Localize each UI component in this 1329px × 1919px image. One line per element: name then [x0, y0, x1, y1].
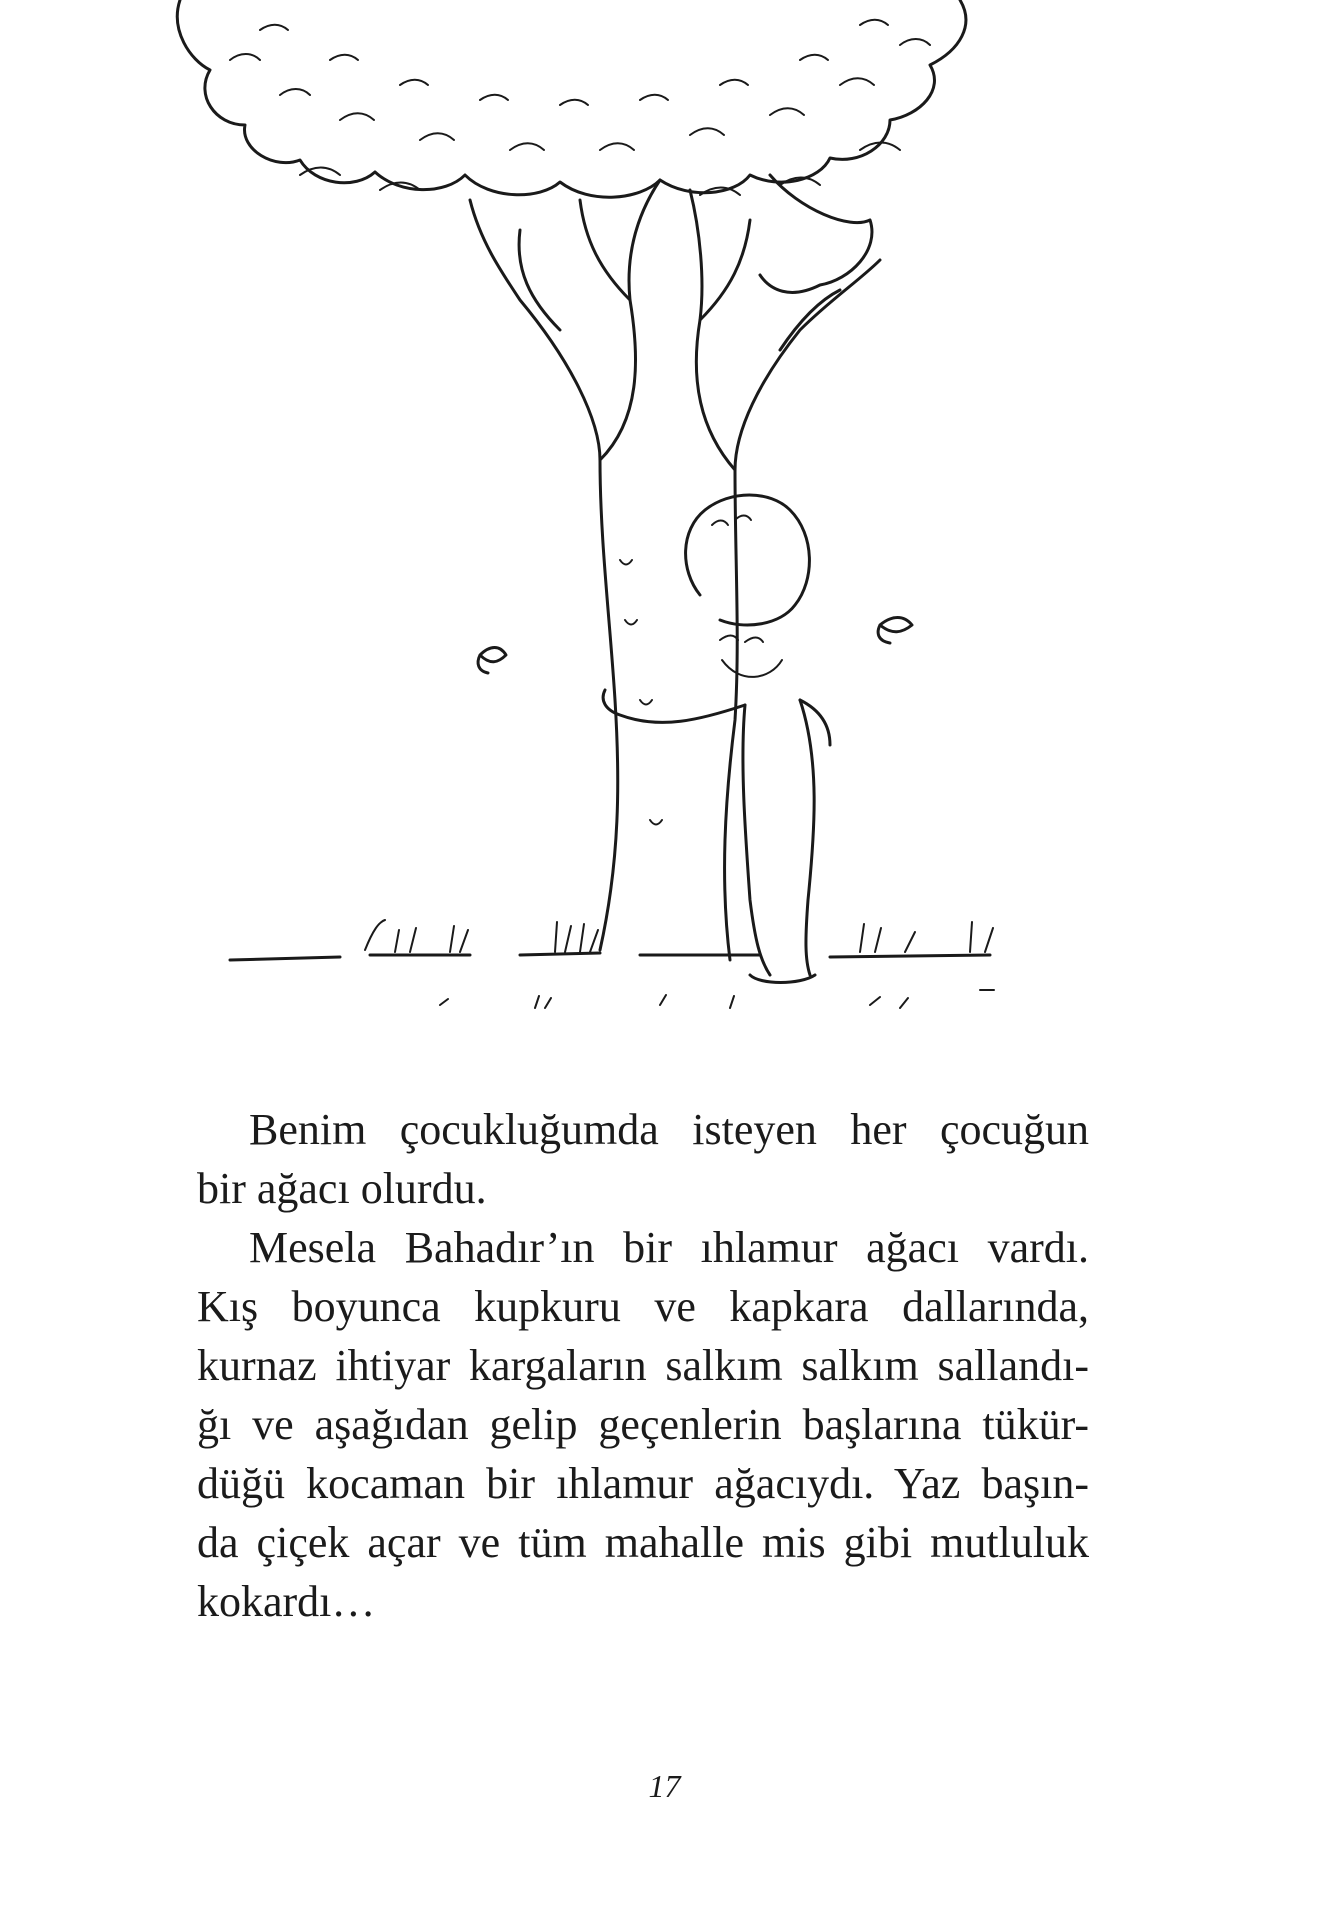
birds — [478, 618, 912, 674]
paragraph-1 — [197, 1100, 1089, 1218]
tree-canopy — [177, 0, 966, 292]
text-line: Kış boyunca kupkuru ve kapkara dallarında, — [197, 1282, 1089, 1331]
story-text — [197, 1100, 1089, 1631]
text-line: kurnaz ihtiyar kargaların salkım salkım sallandı- — [197, 1341, 1089, 1390]
text-line: ğı ve aşağıdan gelip geçenlerin başlarına tükür- — [197, 1400, 1089, 1449]
child-figure — [603, 495, 830, 983]
tree-trunk — [470, 180, 880, 960]
text-line: da çiçek açar ve tüm mahalle mis gibi mutluluk — [197, 1518, 1089, 1567]
paragraph-2 — [197, 1218, 1089, 1631]
ground-grass — [230, 920, 994, 1008]
text-line: bir ağacı olurdu. — [197, 1164, 487, 1213]
text-line: Mesela Bahadır’ın bir ıhlamur ağacı vardı. — [249, 1223, 1089, 1272]
page-number: 17 — [648, 1768, 681, 1804]
text-line: kokardı… — [197, 1577, 376, 1626]
text-line: Benim çocukluğumda isteyen her çocuğun — [249, 1105, 1089, 1154]
text-line: düğü kocaman bir ıhlamur ağacıydı. Yaz başın- — [197, 1459, 1089, 1508]
